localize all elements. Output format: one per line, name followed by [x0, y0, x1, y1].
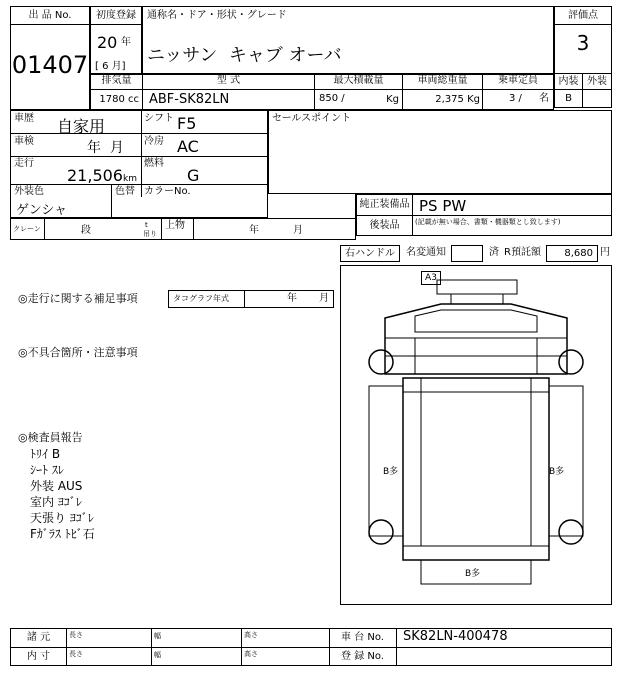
yen-label: 円	[600, 247, 610, 258]
inspection: 年 月	[87, 140, 124, 156]
ac-label: 冷房	[144, 136, 164, 147]
equipment-box	[356, 194, 612, 236]
ext-color-label: 外装色	[14, 186, 44, 197]
max-load-label: 最大積載量	[315, 75, 403, 90]
first-registration-label: 初度登録	[91, 7, 141, 25]
tacho-box	[168, 290, 334, 308]
inspector-line: 外装 AUS	[30, 479, 83, 493]
tacho-month: 月	[319, 293, 329, 304]
gross-weight: 2,375 Kg	[403, 90, 483, 109]
model-name: ニッサン キャブ オーバ	[147, 45, 342, 66]
length-label: 長さ	[69, 650, 83, 658]
spec-row	[90, 74, 554, 110]
length-label: 長さ	[69, 631, 83, 639]
fuel: G	[187, 166, 200, 185]
aftermarket-label: 後装品	[357, 215, 413, 235]
aftermarket-note: (記載が無い場合、書類・機器類とし致します)	[413, 215, 611, 235]
displacement: 1780 cc	[91, 90, 143, 109]
capacity: 3 /	[509, 93, 522, 104]
capacity-unit: 名	[539, 93, 549, 104]
inspection-label: 車検	[14, 136, 34, 147]
tacho-year: 年	[287, 293, 297, 304]
ext-color: ゲンシャ	[16, 203, 68, 218]
exterior-grade	[583, 89, 611, 107]
inspector-line: ｼｰﾄ ｽﾚ	[30, 463, 64, 477]
supplement-label: ◎走行に関する補足事項	[18, 292, 138, 305]
width-label: 幅	[154, 651, 161, 659]
fuel-label: 燃料	[144, 158, 164, 169]
shift: F5	[177, 114, 197, 133]
damage-mark: A3	[421, 271, 441, 285]
displacement-label: 排気量	[91, 75, 143, 90]
mileage: 21,506	[67, 166, 123, 185]
model-code: ABF-SK82LN	[143, 90, 315, 109]
genuine-equipment-label: 純正装備品	[357, 195, 413, 215]
defects-label: ◎不具合箇所・注意事項	[18, 346, 138, 359]
crane-lift: 吊り	[143, 230, 157, 238]
genuine-equipment: PS PW	[419, 197, 467, 215]
exterior-label: 外装	[583, 73, 611, 89]
capacity-label: 乗車定員	[483, 75, 553, 90]
body-month: 月	[293, 225, 303, 236]
crane-row	[10, 218, 356, 240]
rhd-badge: 右ハンドル	[340, 245, 400, 262]
score-label: 評価点	[555, 7, 611, 25]
inner-label: 内 寸	[11, 648, 67, 665]
inspector-line: 室内 ﾖｺﾞﾚ	[30, 495, 82, 509]
truck-outline	[341, 266, 611, 604]
crane-t: t	[145, 221, 148, 229]
recycle-amount: 8,680	[546, 245, 598, 262]
tacho-label: タコグラフ年式	[169, 291, 245, 307]
model-name-label: 通称名・ドア・形状・グレード	[147, 10, 287, 21]
year-unit: 年	[121, 37, 131, 48]
height-label: 高さ	[244, 631, 258, 639]
body-year: 年	[249, 225, 259, 236]
damage-mark: B多	[383, 467, 399, 477]
reg-label: 登 録 No.	[329, 648, 397, 665]
ac: AC	[177, 137, 199, 156]
max-load: 850 /	[319, 93, 345, 104]
title-change-label: 名変通知	[406, 247, 446, 258]
inspector-line: 天張り ﾖｺﾞﾚ	[30, 511, 94, 525]
history: 自家用	[57, 117, 106, 136]
mileage-label: 走行	[14, 158, 34, 169]
chassis-number: SK82LN-400478	[403, 629, 508, 644]
lot-number-box	[10, 6, 90, 110]
damage-mark: B多	[465, 569, 481, 579]
inspector-label: ◎検査員報告	[18, 431, 83, 444]
title-change-box	[451, 245, 483, 262]
height-label: 高さ	[244, 650, 258, 658]
damage-diagram	[340, 265, 612, 605]
color-change-label: 色替	[115, 186, 135, 197]
inspector-lines	[30, 446, 95, 542]
color-no-label: カラーNo.	[144, 186, 191, 197]
inspector-line: ﾄﾘｲ B	[30, 447, 61, 461]
crane-label: クレーン	[11, 219, 45, 239]
crane-stage: 段	[81, 225, 91, 236]
model-name-box	[142, 6, 554, 74]
mileage-unit: km	[123, 174, 137, 184]
sales-point-box	[268, 110, 612, 194]
interior-grade: B	[555, 89, 583, 107]
first-registration-box	[90, 6, 142, 74]
footer-table	[10, 628, 612, 666]
score-value: 3	[576, 31, 590, 55]
history-label: 車歴	[14, 113, 34, 124]
width-label: 幅	[154, 632, 161, 640]
first-registration-month: [ 6 月]	[95, 61, 126, 72]
lot-number-label: 出 品 No.	[11, 7, 89, 25]
sales-point-label: セールスポイント	[272, 113, 352, 124]
lot-number: 01407	[11, 51, 89, 79]
chassis-label: 車 台 No.	[329, 629, 397, 647]
inspector-line: Fｶﾞﾗｽ ﾄﾋﾞ石	[30, 527, 95, 541]
recycle-mark: 済	[489, 247, 499, 258]
max-load-unit: Kg	[315, 90, 403, 109]
gross-weight-label: 車両総重量	[403, 75, 483, 90]
vehicle-detail-grid	[10, 110, 268, 218]
shift-label: シフト	[144, 113, 174, 124]
dims-label: 諸 元	[11, 629, 67, 647]
body-label: 上物	[162, 219, 194, 239]
score-box	[554, 6, 612, 108]
first-registration-year: 20	[97, 33, 118, 52]
damage-mark: B多	[549, 467, 565, 477]
interior-label: 内装	[555, 73, 583, 89]
model-code-label: 型 式	[143, 75, 315, 90]
recycle-label: R預託額	[504, 247, 541, 258]
